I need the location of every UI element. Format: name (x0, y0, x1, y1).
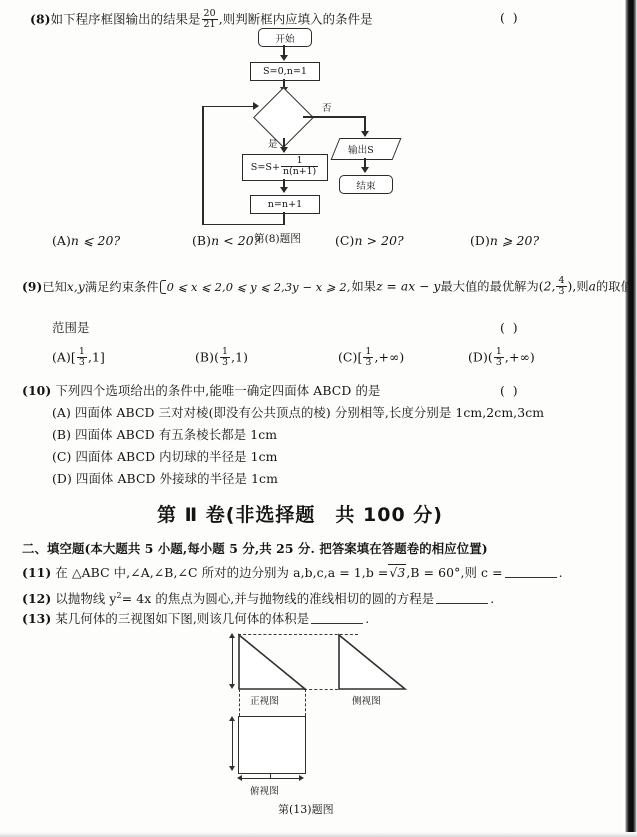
flow-arrow-down-4 (361, 131, 369, 137)
flowchart-no-label: 否 (322, 103, 332, 114)
flow-loop-top (202, 106, 256, 108)
question-12-answer-blank[interactable] (436, 592, 488, 604)
section-2-heading: 第 Ⅱ 卷(非选择题 共 100 分) (156, 504, 443, 526)
question-9-option-b[interactable]: (B)( $\frac{1}{3}$ ,1) (195, 346, 249, 368)
front-view-triangle (238, 634, 306, 690)
question-13-answer-blank[interactable] (311, 612, 363, 624)
flow-arrow-down-6 (361, 167, 369, 173)
question-8-fraction: $\frac{20}{21}$ (203, 8, 216, 30)
top-view-label: 俯视图 (250, 786, 279, 797)
projection-dash-left (239, 689, 240, 716)
flowchart-end-node: 结束 (339, 175, 393, 194)
question-8-option-a[interactable]: (A)n ⩽ 20? (52, 233, 121, 248)
question-10-option-a[interactable]: (A) 四面体 ABCD 三对对棱(即没有公共顶点的棱) 分别相等,长度分别是 1cm,2cm,3cm (52, 405, 545, 420)
constraint-3: 3y − x ⩾ 2, (284, 280, 351, 295)
constraint-2: 0 ⩽ y ⩽ 2, (225, 280, 285, 295)
question-11-answer-blank[interactable] (505, 566, 557, 578)
alignment-dash-mid (304, 689, 338, 690)
side-view-triangle (338, 634, 406, 690)
projection-dash-right (305, 689, 306, 716)
flowchart-start-node: 开始 (258, 28, 312, 47)
top-view-dim-arrow-bottom (229, 766, 235, 771)
question-9-option-d[interactable]: (D)( $\frac{1}{3}$ ,+∞) (468, 346, 535, 368)
top-view-dim-arrow-top (229, 716, 235, 721)
flowchart-yes-label: 是 (268, 139, 278, 150)
question-10-option-c[interactable]: (C) 四面体 ABCD 内切球的半径是 1cm (52, 449, 278, 464)
question-8-option-c[interactable]: (C)n > 20? (335, 233, 404, 248)
flow-arrow-down-1 (280, 55, 288, 61)
top-view-dim-center-tick (270, 773, 271, 779)
flowchart-increment-node: n=n+1 (250, 195, 320, 214)
front-view-dim-arrow-bottom (229, 684, 235, 689)
front-view-dim-arrow-top (229, 633, 235, 638)
flowchart-output-label: 输出S (348, 145, 374, 156)
question-9-stem: (9)已知x,y满足约束条件 0 ⩽ x ⩽ 2,0 ⩽ y ⩽ 2,3y − x ⩾ 2,如果z = ax − y最大值的最优解为(2, $\frac{4}{3}$ ),则a的取值 (22, 275, 633, 297)
flow-conn-no-h (303, 116, 365, 118)
top-view-square (238, 716, 306, 774)
question-13-three-views-figure (226, 632, 436, 816)
flowchart-init-node: S=0,n=1 (250, 62, 320, 81)
question-10-stem: (10) 下列四个选项给出的条件中,能唯一确定四面体 ABCD 的是 (22, 383, 381, 398)
flowchart-process-text: S=S+ (250, 162, 280, 173)
question-8-number: (8) (30, 11, 51, 27)
question-8-option-d[interactable]: (D)n ⩾ 20? (470, 233, 540, 248)
question-9-option-c[interactable]: (C)[ $\frac{1}{3}$ ,+∞) (338, 346, 405, 368)
question-11-radical: √3 (389, 565, 406, 580)
top-view-dim-arrow-right (299, 775, 304, 781)
constraint-1: 0 ⩽ x ⩽ 2, (166, 280, 226, 295)
question-11-number: (11) (22, 565, 52, 580)
question-9-option-a[interactable]: (A)[ $\frac{1}{3}$ ,1] (52, 346, 105, 368)
front-view-label: 正视图 (250, 696, 279, 707)
flow-arrow-right-loop (253, 102, 259, 110)
section-2-instructions: 二、填空题(本大题共 5 小题,每小题 5 分,共 25 分. 把答案填在答题卷的相应位置) (22, 541, 488, 556)
flow-arrow-down-5 (280, 187, 288, 193)
question-12: (12) 以抛物线 $y^2= 4x$ 的焦点为圆心,并与抛物线的准线相切的圆的方程是 . (22, 591, 495, 607)
question-9-number: (9) (22, 279, 43, 294)
top-view-height-dim (232, 720, 233, 770)
scan-edge-shadow (623, 0, 637, 837)
question-9-point-fraction: $\frac{4}{3}$ (558, 275, 565, 297)
question-8-option-b[interactable]: (B)n < 20? (192, 233, 261, 248)
flowchart-process-fraction: $\frac{1}{n(n+1)}$ (283, 155, 317, 177)
question-12-number: (12) (22, 591, 52, 607)
question-10-answer-marks[interactable]: ( ) (500, 383, 520, 398)
flow-arrow-down-3 (280, 147, 288, 153)
front-view-height-dim (232, 637, 233, 687)
question-8-answer-marks[interactable]: ( ) (500, 10, 520, 25)
question-10-number: (10) (22, 383, 52, 398)
question-8-text-before: 如下程序框图输出的结果是 (50, 11, 201, 27)
side-view-label: 侧视图 (352, 696, 381, 707)
question-10-option-d[interactable]: (D) 四面体 ABCD 外接球的半径是 1cm (52, 471, 278, 486)
flowchart-caption: 第(8)题图 (254, 233, 301, 245)
flow-loop-left (202, 106, 204, 224)
question-9-stem-line2: 范围是 (52, 320, 90, 335)
question-13: (13) 某几何体的三视图如下图,则该几何体的体积是 . (22, 611, 370, 626)
figure-13-caption: 第(13)题图 (278, 803, 334, 816)
question-13-number: (13) (22, 611, 52, 626)
question-11: (11) 在 △ABC 中,∠A,∠B,∠C 所对的边分别为 a,b,c,a = 1,b =√3,B = 60°,则 c = . (22, 565, 563, 580)
question-9-constraint-system (160, 279, 351, 295)
question-9-answer-marks[interactable]: ( ) (500, 320, 520, 335)
flowchart-process-node (242, 154, 328, 181)
top-view-dim-arrow-left (237, 775, 242, 781)
question-10-option-b[interactable]: (B) 四面体 ABCD 有五条棱长都是 1cm (52, 427, 278, 442)
question-8-text-after: ,则判断框内应填入的条件是 (218, 11, 373, 27)
flow-loop-bottom (202, 224, 284, 226)
